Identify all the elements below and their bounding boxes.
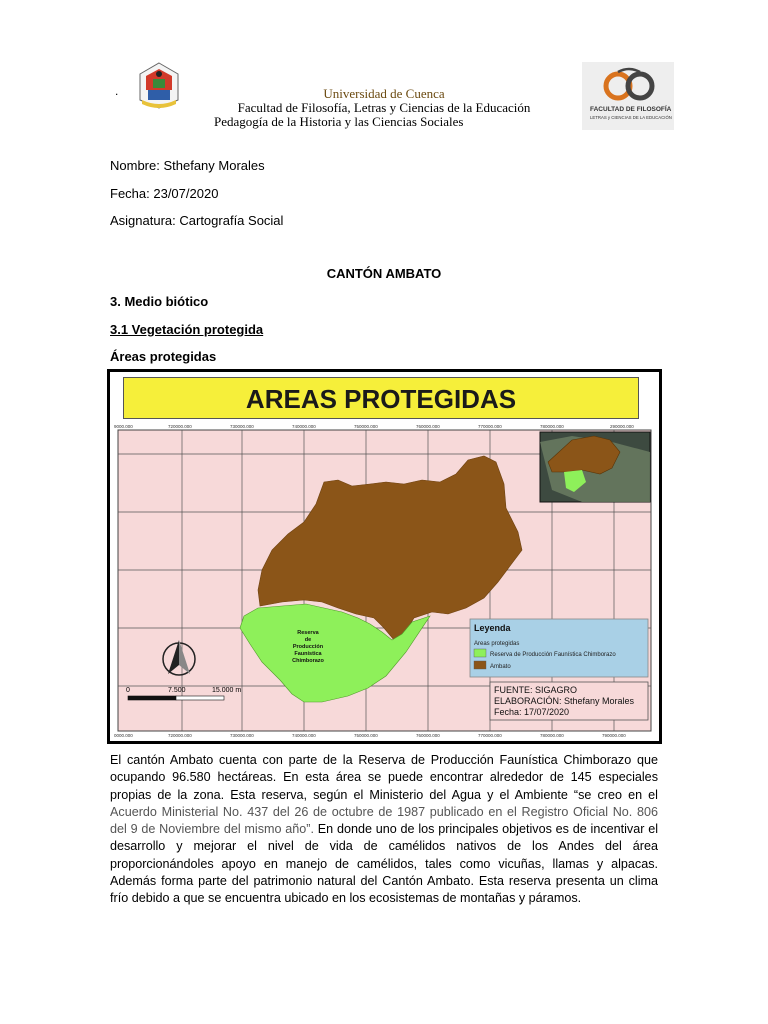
grid-label-top: 740000.000 [292,424,316,429]
reserve-label-line: de [304,637,312,643]
grid-label-bottom: 0000.000 [114,733,133,738]
student-name: Nombre: Sthefany Morales [110,158,265,173]
reserve-label-line: Faunística [294,651,322,657]
header-dot: . [115,84,119,98]
paragraph-citation: Acuerdo Ministerial No. 437 del 26 de octubre de 1987 publicado en el Registro Oficial No. 806 del 9 de Noviembre del mismo año”. [110,804,658,837]
grid-label-top: 760000.000 [416,424,440,429]
faculty-logo-mark [582,64,674,104]
faculty-logo-text-1: FACULTAD DE FILOSOFÍA [590,106,672,113]
map-canvas [112,422,657,739]
reserve-label-line: Chimborazo [292,658,324,664]
grid-label-top: 770000.000 [478,424,502,429]
grid-label-bottom: 760000.000 [416,733,440,738]
map-banner-title: AREAS PROTEGIDAS [123,377,639,419]
reserve-label-line: Producción [292,644,324,650]
scale-label: 15.000 m [212,687,242,694]
grid-label-top: 720000.000 [168,424,192,429]
subject: Asignatura: Cartografía Social [110,213,284,228]
grid-label-bottom: 730000.000 [230,733,254,738]
faculty-logo-text-2: LETRAS y CIENCIAS DE LA EDUCACIÓN [590,115,672,120]
map-source-box [490,682,648,720]
grid-label-top: 780000.000 [540,424,564,429]
scale-label: 0 [126,687,130,694]
source-line: Fecha: 17/07/2020 [494,707,570,717]
grid-label-bottom: 740000.000 [292,733,316,738]
legend-title: Leyenda [474,623,511,633]
grid-label-top: 750000.000 [354,424,378,429]
body-paragraph [110,752,658,908]
reserve-label-line: Reserva [297,630,319,636]
grid-label-bottom: 720000.000 [168,733,192,738]
grid-label-bottom: 780000.000 [540,733,564,738]
grid-label-bottom: 790000.000 [602,733,626,738]
university-name: Universidad de Cuenca [323,86,445,101]
paragraph-part: El cantón Ambato cuenta con parte de la Reserva de Producción Faunística Chimborazo que ocupando 96.580 hectáreas. En esta área se puede encontrar alrededor de 145 especiales propias de la zona. Esta reserva, según el Ministerio del Agua y el Ambiente “se creo en el [110,753,658,802]
grid-label-bottom: 770000.000 [478,733,502,738]
legend-swatch-ambato [474,661,486,669]
source-line: FUENTE: SIGAGRO [494,685,578,695]
legend-swatch-reserve [474,649,486,657]
protected-areas-heading: Áreas protegidas [110,349,217,364]
section-heading: 3. Medio biótico [110,294,209,309]
paragraph-part: En donde uno de los principales objetivos es de incentivar el desarrollo y mejorar el nivel de vida de camélidos nativos de los Andes del área proporcionándoles apoyo en manejo de camélidos, tales como vicuñas, llamas y alpacas. Además forma parte del patrimonio natural del Cantón Ambato. Esta reserva presenta un clima frío debido a que se encuentra ubicado en los ecosistemas de montañas y páramos. [110,822,659,906]
program-name: Pedagogía de la Historia y las Ciencias Sociales [214,114,464,129]
inset-map [540,432,650,502]
source-line: ELABORACIÓN: Sthefany Morales [494,696,635,706]
scale-label: 7.500 [168,687,186,694]
faculty-name: Facultad de Filosofía, Letras y Ciencias de la Educación [237,100,531,115]
grid-label-top: 9000.000 [114,424,133,429]
report-date: Fecha: 23/07/2020 [110,186,219,201]
legend-item-reserve: Reserva de Producción Faunística Chimborazo [490,652,616,658]
faculty-logo [582,62,674,130]
grid-label-top: 290000.000 [610,424,634,429]
document-title: CANTÓN AMBATO [326,266,442,281]
map-legend [470,619,648,677]
legend-group: Areas protegidas [474,641,520,647]
subsection-heading: 3.1 Vegetación protegida [110,322,264,337]
grid-label-bottom: 750000.000 [354,733,378,738]
grid-label-top: 730000.000 [230,424,254,429]
legend-item-ambato: Ambato [490,664,511,670]
